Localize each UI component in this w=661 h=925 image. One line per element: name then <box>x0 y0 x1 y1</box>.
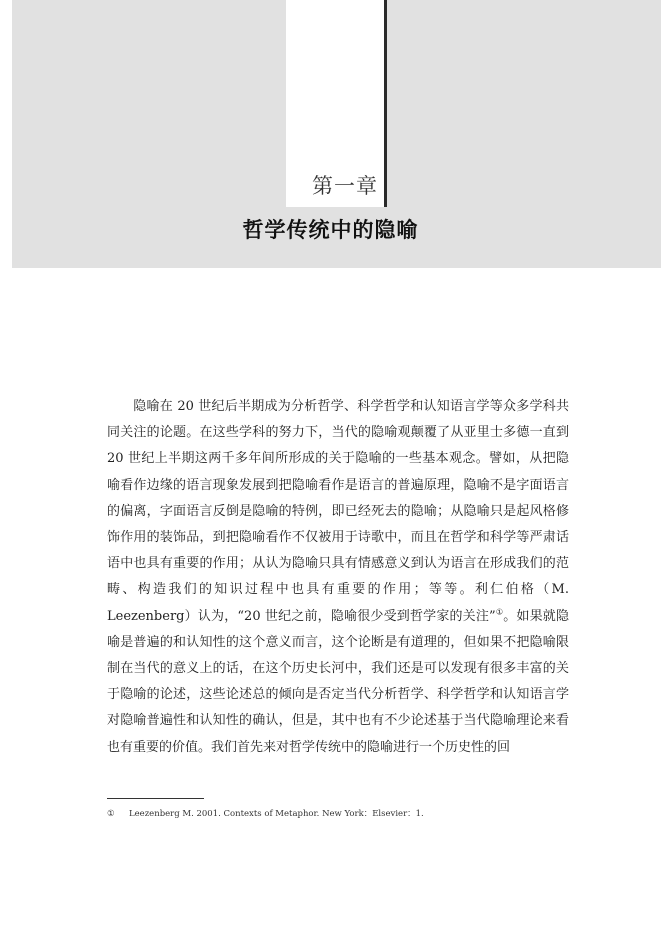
footnote <box>107 807 569 821</box>
footnote-divider <box>107 798 204 799</box>
footnote-reference[interactable]: ① <box>495 607 504 617</box>
chapter-title: 哲学传统中的隐喻 <box>242 217 419 242</box>
footnote-text: Leezenberg M. 2001. Contexts of Metaphor. New York：Elsevier：1. <box>129 809 424 819</box>
body-text-before-footnote: 隐喻在 20 世纪后半期成为分析哲学、科学哲学和认知语言学等众多学科共同关注的论题。在这些学科的努力下，当代的隐喻观颠覆了从亚里士多德一直到 20 世纪上半期这两千多年间所形成的关于隐喻的一些基本观念。譬如，从把隐喻看作边缘的语言现象发展到把隐喻看作是语言的普遍原理，隐喻不是字面语言的偏离，字面语言反倒是隐喻的特例，即已经死去的隐喻；从隐喻只是起风格修饰作用的装饰品，到把隐喻看作不仅被用于诗歌中，而且在哲学和科学等严肃话语中也具有重要的作用；从认为隐喻只具有情感意义到认为语言在形成我们的范畴、构造我们的知识过程中也具有重要的作用；等等。利仁伯格（M. Leezenberg）认为，“20 世纪之前，隐喻很少受到哲学家的关注” <box>107 399 569 624</box>
chapter-card-edge <box>384 0 387 207</box>
body-paragraph <box>107 394 569 761</box>
body-text-after-footnote: 。如果就隐喻是普遍的和认知性的这个意义而言，这个论断是有道理的，但如果不把隐喻限制在当代的意义上的话，在这个历史长河中，我们还是可以发现有很多丰富的关于隐喻的论述，这些论述总的倾向是否定当代分析哲学、科学哲学和认知语言学对隐喻普遍性和认知性的确认，但是，其中也有不少论述基于当代隐喻理论来看也有重要的价值。我们首先来对哲学传统中的隐喻进行一个历史性的回 <box>107 608 569 755</box>
footnote-mark: ① <box>107 809 115 819</box>
chapter-number: 第一章 <box>312 174 378 198</box>
